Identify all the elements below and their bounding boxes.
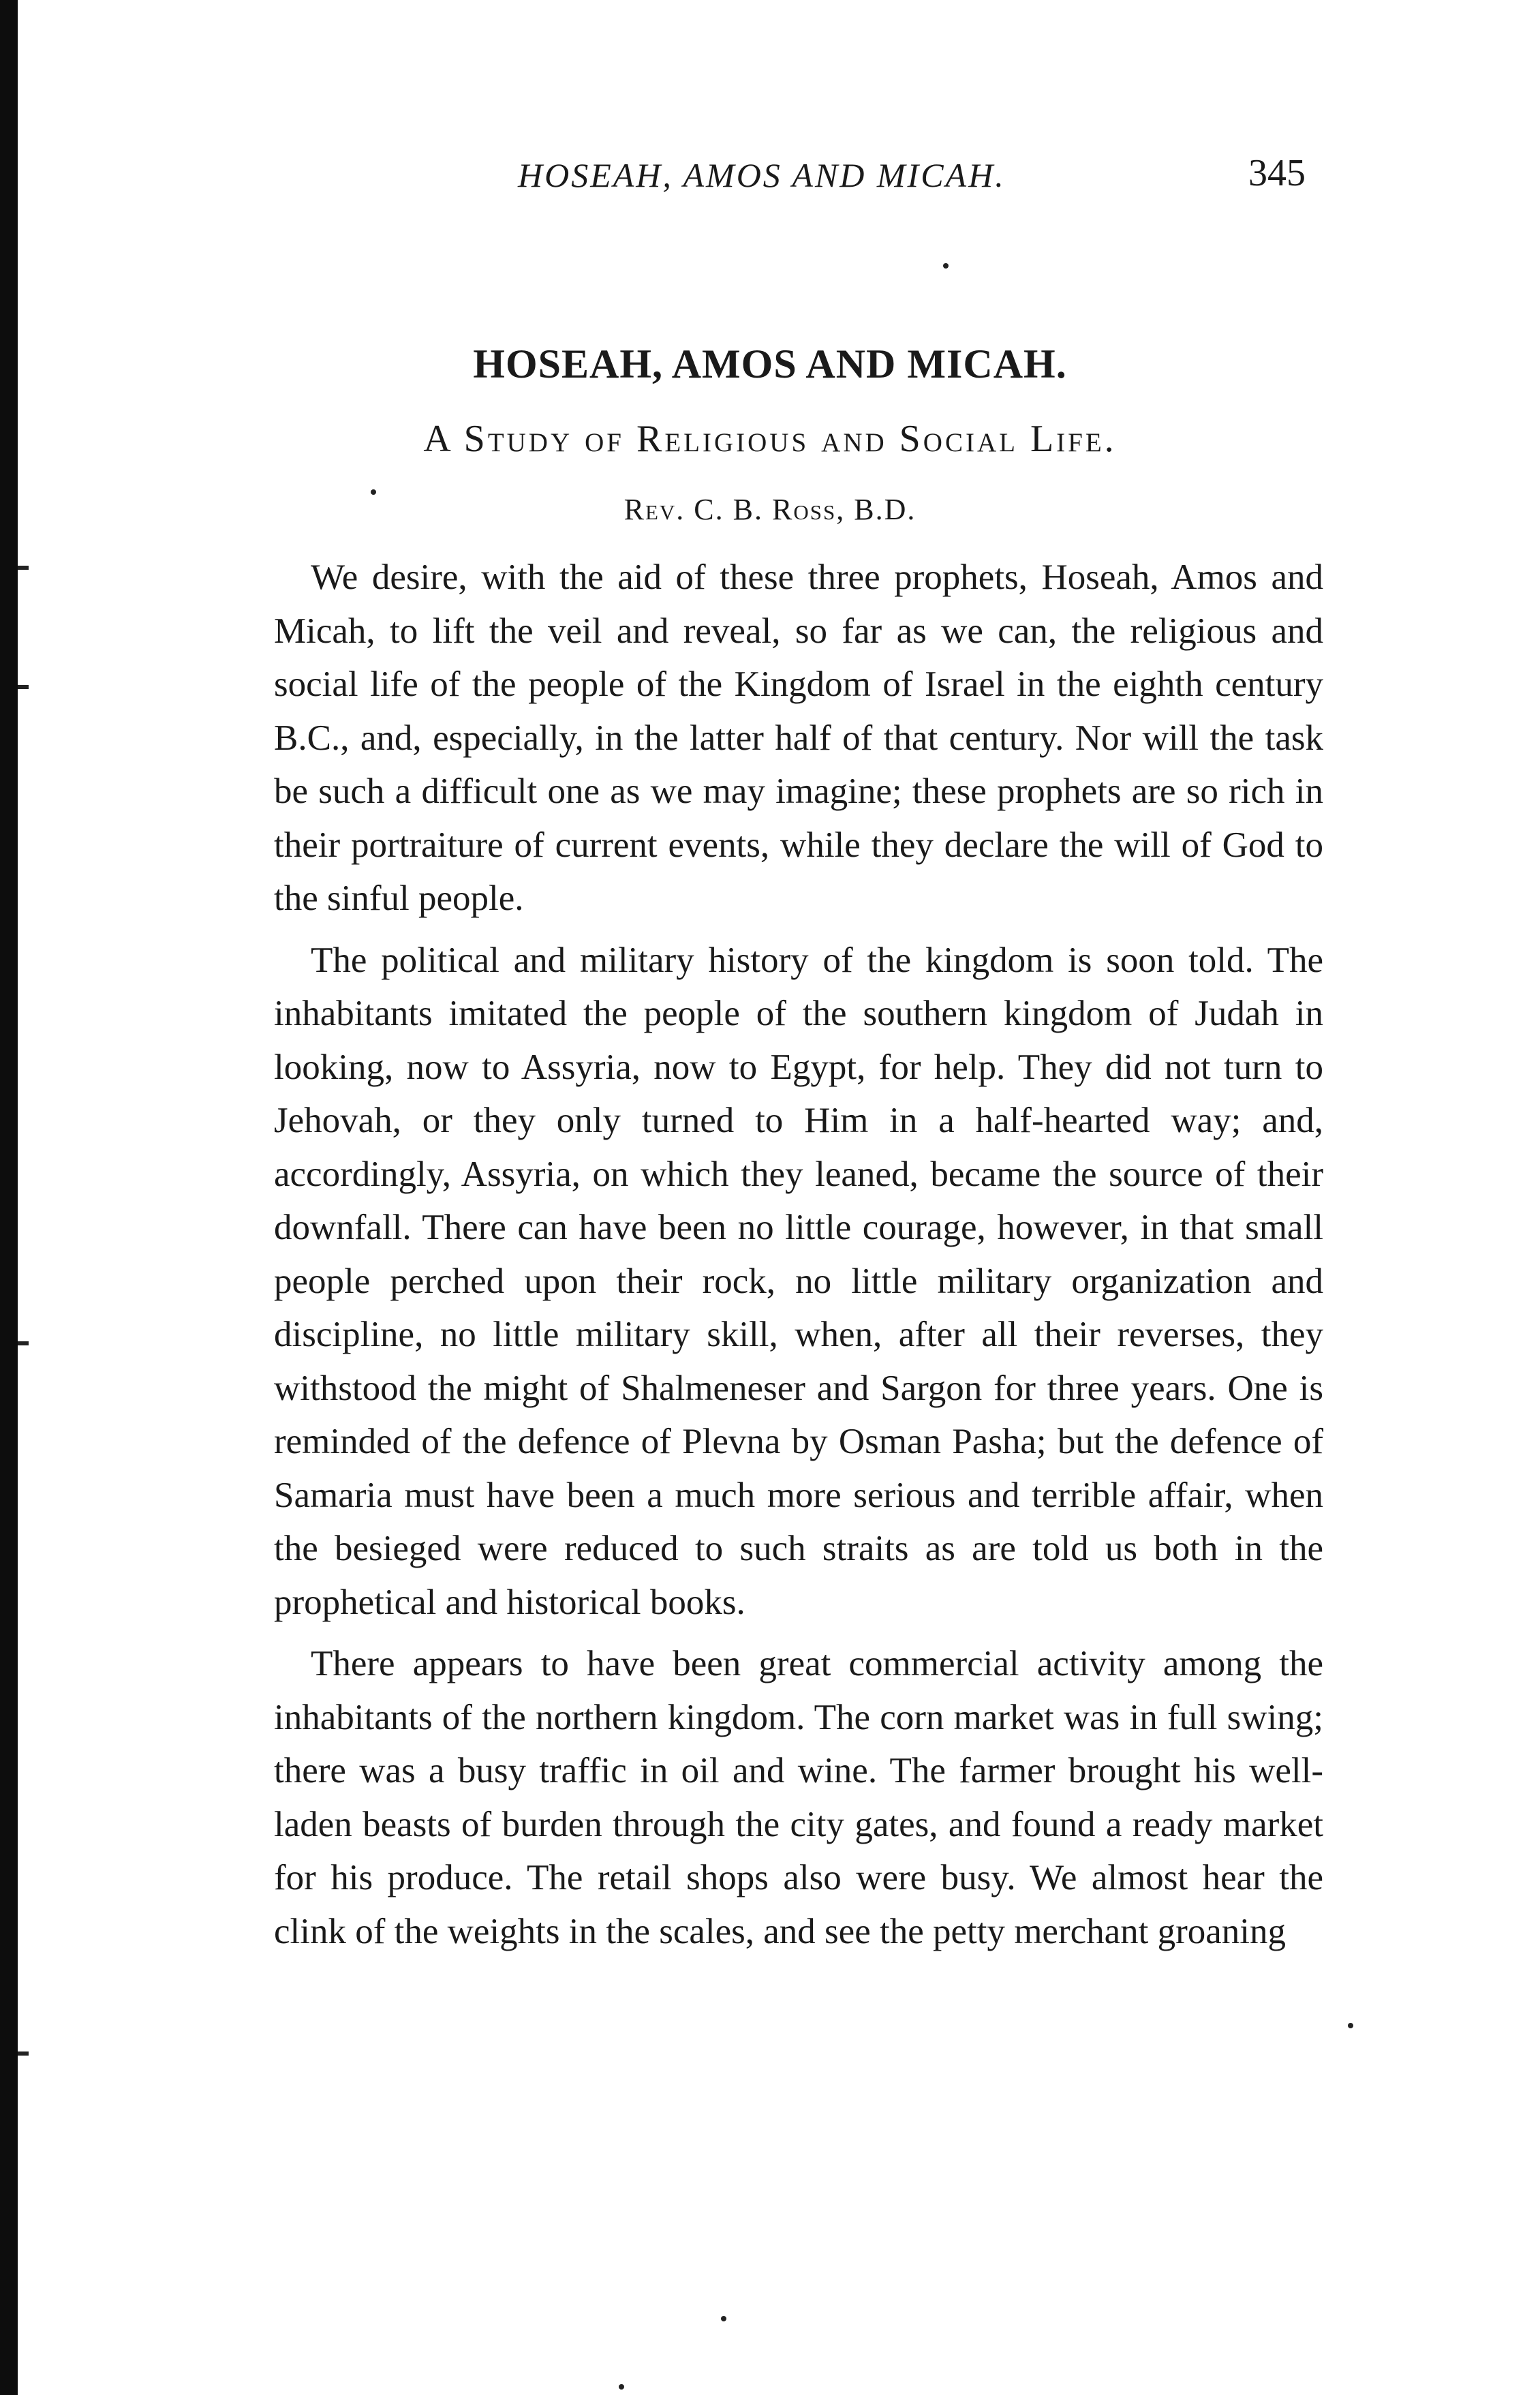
paragraph: There appears to have been great commercial activity among the inhabitants of the northern kingdom. The corn market was in full swing; there was a busy traffic in oil and wine. The farmer brought his well-laden beasts of burden through the city gates, and found a ready market for his produce. The retail shops also were busy. We almost hear the clink of the weights in the scales, and see the petty merchant groaning	[274, 1644, 1323, 1951]
running-head: HOSEAH, AMOS AND MICAH.	[518, 156, 1006, 194]
scan-speck	[943, 263, 949, 269]
article-title: HOSEAH, AMOS AND MICAH.	[473, 341, 1067, 386]
page-number: 345	[1248, 152, 1306, 194]
paragraph: The political and military history of the kingdom is soon told. The inhabitants imitated the people of the southern kingdom of Judah in looking, now to Assyria, now to Egypt, for help. They did not turn to Jehovah, or they only turned to Him in a half-hearted way; and, accordingly, Assyria, on which they leaned, became the source of their downfall. There can have been no little courage, however, in that small people perched upon their rock, no little military organization and discipline, no little military skill, when, after all their reverses, they withstood the might of Shalmeneser and Sargon for three years. One is reminded of the defence of Plevna by Osman Pasha; but the defence of Samaria must have been a much more serious and terrible affair, when the besieged were reduced to such straits as are told us both in the prophetical and historical books.	[274, 940, 1323, 1622]
scan-speck	[721, 2316, 726, 2321]
article-body	[274, 551, 1323, 1966]
article-subtitle: A Study of Religious and Social Life.	[423, 418, 1117, 460]
scan-speck	[619, 2384, 624, 2390]
paragraph: We desire, with the aid of these three prophets, Hoseah, Amos and Micah, to lift the veil and reveal, so far as we can, the religious and social life of the people of the Kingdom of Israel in the eighth century B.C., and, especially, in the latter half of that century. Nor will the task be such a difficult one as we may imagine; these prophets are so rich in their portraiture of current events, while they declare the will of God to the sinful people.	[274, 558, 1323, 918]
article-author: Rev. C. B. Ross, B.D.	[623, 493, 917, 526]
scan-speck	[1348, 2023, 1353, 2028]
